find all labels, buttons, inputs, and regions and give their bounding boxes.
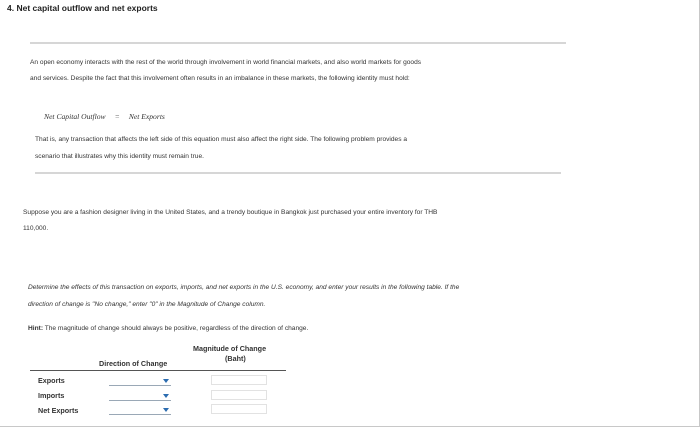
scenario-line-1: Suppose you are a fashion designer living in the United States, and a trendy boutique in Bangkok just purchased your entire inventory for THB	[23, 209, 438, 216]
intro-line-3: That is, any transaction that affects the left side of this equation must also affect the right side. The following problem provides a	[35, 136, 408, 143]
direction-header: Direction of Change	[99, 359, 168, 368]
exports-magnitude-input[interactable]	[211, 375, 267, 385]
chevron-down-icon	[163, 379, 169, 383]
instructions-line-1: Determine the effects of this transaction on exports, imports, and net exports in the U.S. economy, and enter your results in the following table. If the	[28, 284, 460, 291]
row-label-net-exports: Net Exports	[38, 406, 79, 415]
exports-direction-dropdown[interactable]	[109, 376, 171, 386]
row-label-exports: Exports	[38, 376, 65, 385]
divider-top	[30, 42, 566, 44]
row-label-imports: Imports	[38, 391, 65, 400]
identity-right: Net Exports	[128, 112, 165, 121]
hint-text: The magnitude of change should always be positive, regardless of the direction of change.	[44, 325, 309, 332]
question-title: 4. Net capital outflow and net exports	[7, 3, 158, 13]
divider-middle	[35, 172, 561, 174]
net-exports-magnitude-input[interactable]	[211, 404, 267, 414]
chevron-down-icon	[163, 394, 169, 398]
intro-line-1: An open economy interacts with the rest of the world through involvement in world financial markets, and also world markets for goods	[30, 59, 422, 66]
instructions-line-2: direction of change is "No change," enter "0" in the Magnitude of Change column.	[28, 301, 266, 308]
imports-magnitude-input[interactable]	[211, 390, 267, 400]
magnitude-header-line-2: (Baht)	[225, 354, 246, 363]
intro-line-4: scenario that illustrates why this identity must remain true.	[35, 153, 204, 160]
scenario-line-2: 110,000.	[23, 225, 49, 232]
intro-line-2: and services. Despite the fact that this involvement often results in an imbalance in these markets, the following identity must hold:	[30, 75, 410, 82]
identity-equation	[44, 106, 165, 124]
magnitude-header-line-1: Magnitude of Change	[193, 344, 267, 353]
chevron-down-icon	[163, 408, 169, 412]
identity-left: Net Capital Outflow	[44, 112, 106, 121]
table-header-rule	[30, 370, 286, 371]
imports-direction-dropdown[interactable]	[109, 391, 171, 401]
hint	[28, 322, 308, 335]
identity-equals: =	[115, 112, 120, 121]
net-exports-direction-dropdown[interactable]	[109, 405, 171, 415]
hint-label: Hint:	[28, 325, 44, 332]
